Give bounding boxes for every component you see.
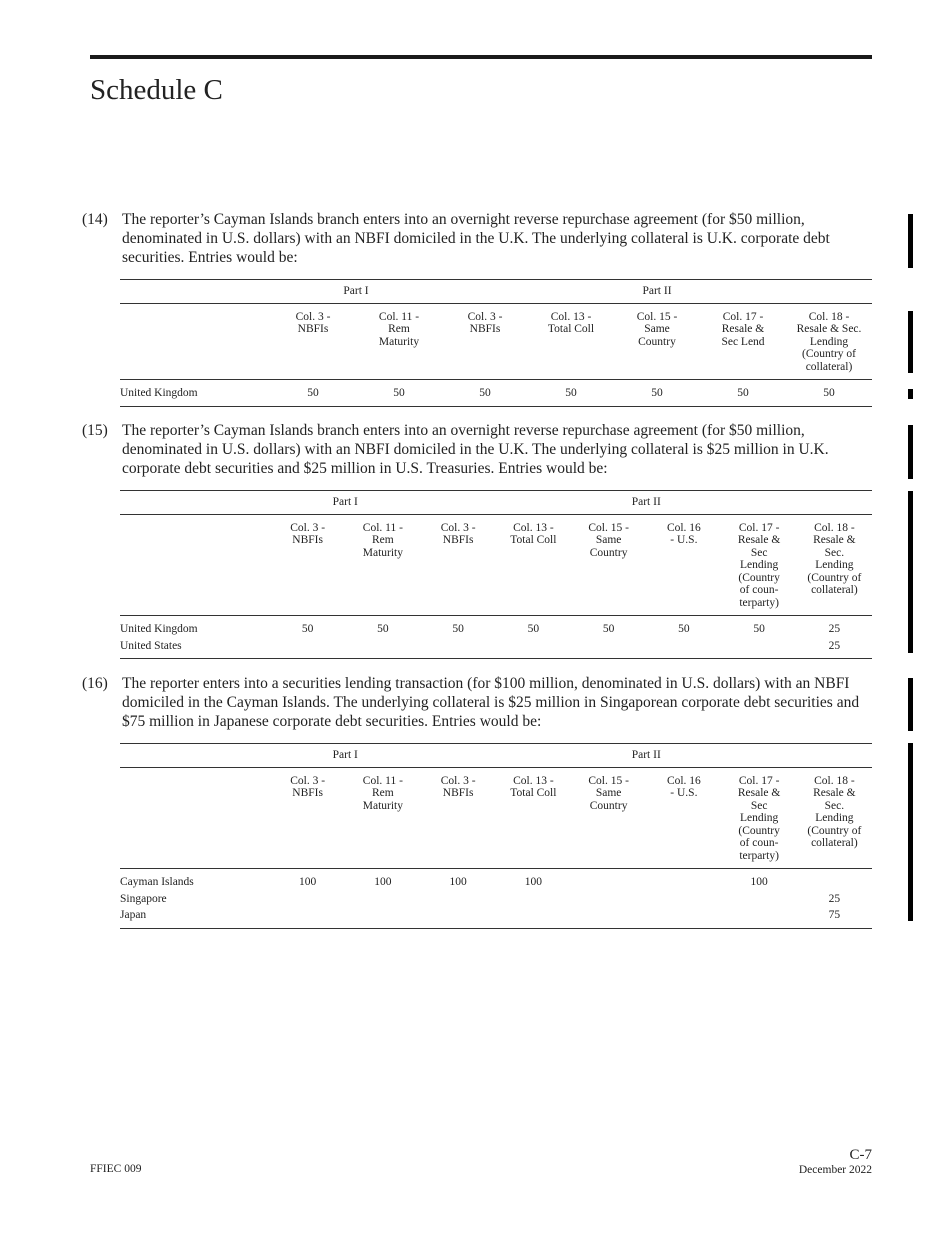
value-cell: 100: [524, 876, 542, 888]
column-header: Col. 18 - Resale & Sec. Lending (Country of collateral): [797, 514, 872, 616]
value-cell: [571, 638, 646, 659]
column-header-row: [120, 514, 872, 616]
example-number: (14): [82, 211, 108, 228]
country-cell: Singapore: [120, 892, 167, 905]
example-text: The reporter’s Cayman Islands branch enters into an overnight reverse repurchase agreement (for $50 million, denominated in U.S. dollars) with an NBFI domiciled in the U.K. The underlying collateral is U.K. corporate debt securities. Entries would be:: [122, 211, 830, 266]
column-header: Col. 13 - Total Coll: [528, 303, 614, 380]
revision-date: December 2022: [798, 1164, 872, 1176]
value-cell: [270, 891, 345, 908]
example-14: [82, 210, 872, 407]
column-header: Col. 15 - Same Country: [571, 514, 646, 616]
column-header-row: [120, 767, 872, 869]
column-header: Col. 18 - Resale & Sec. Lending (Country of collateral): [797, 767, 872, 869]
value-cell: 50: [614, 380, 700, 407]
value-cell: 50: [602, 623, 615, 635]
example-15: [82, 421, 872, 659]
country-cell: United Kingdom: [120, 623, 198, 635]
column-header-row: [120, 303, 872, 380]
value-cell: [797, 869, 872, 891]
column-header: Col. 13 - Total Coll: [496, 767, 571, 869]
example-number: (15): [82, 422, 108, 439]
country-cell: United Kingdom: [120, 380, 270, 407]
footer-right: [799, 1147, 872, 1176]
part-2-header: Part II: [421, 491, 873, 515]
change-bar: [908, 425, 913, 479]
table-row: [120, 616, 872, 638]
change-bar: [908, 678, 913, 731]
value-cell: 50: [356, 380, 442, 407]
example-16: [82, 674, 872, 929]
country-cell: Japan: [120, 907, 270, 928]
value-cell: [722, 907, 797, 928]
value-cell: 50: [527, 623, 540, 635]
value-cell: [345, 891, 420, 908]
part-2-header: Part II: [442, 280, 872, 304]
value-cell: 25: [828, 892, 841, 905]
country-cell: Cayman Islands: [120, 876, 194, 888]
column-header: Col. 13 - Total Coll: [496, 514, 571, 616]
value-cell: 50: [270, 380, 356, 407]
column-header: Col. 3 - NBFIs: [421, 514, 496, 616]
value-cell: 50: [442, 380, 528, 407]
change-bar: [908, 389, 913, 399]
column-header: Col. 3 - NBFIs: [270, 514, 345, 616]
value-cell: [646, 907, 721, 928]
column-header: Col. 11 - Rem Maturity: [345, 767, 420, 869]
page-title: Schedule C: [90, 74, 223, 106]
value-cell: 100: [750, 876, 768, 888]
value-cell: 75: [797, 907, 872, 928]
value-cell: 100: [299, 876, 317, 888]
entries-table: [120, 279, 872, 407]
page-number: C-7: [849, 1147, 872, 1163]
top-rule: [90, 55, 872, 59]
value-cell: 50: [377, 623, 389, 635]
part-1-header: Part I: [270, 491, 421, 515]
column-header: Col. 15 - Same Country: [571, 767, 646, 869]
value-cell: [270, 907, 345, 928]
value-cell: 50: [700, 380, 786, 407]
value-cell: [722, 638, 797, 659]
value-cell: 25: [828, 623, 841, 635]
change-bar: [908, 311, 913, 373]
change-bar: [908, 214, 913, 268]
value-cell: 50: [786, 380, 872, 407]
country-cell: United States: [120, 638, 270, 659]
value-cell: 100: [374, 876, 392, 888]
value-cell: [646, 869, 721, 891]
value-cell: 50: [753, 623, 765, 635]
part-1-header: Part I: [270, 280, 442, 304]
column-header: Col. 15 - Same Country: [614, 303, 700, 380]
value-cell: [421, 891, 496, 908]
value-cell: [646, 891, 721, 908]
column-header: Col. 3 - NBFIs: [442, 303, 528, 380]
example-text: The reporter’s Cayman Islands branch enters into an overnight reverse repurchase agreement (for $50 million, denominated in U.S. dollars) with an NBFI domiciled in the U.K. The underlying collateral is $25 million in U.K. corporate debt securities and $25 million in U.S. Treasuries. Entries would be:: [122, 422, 829, 477]
table-row: [120, 380, 872, 407]
table-row: [120, 907, 872, 928]
value-cell: 50: [452, 623, 464, 635]
value-cell: 100: [449, 876, 467, 888]
value-cell: 50: [528, 380, 614, 407]
value-cell: [646, 638, 721, 659]
column-header: Col. 16 - U.S.: [646, 514, 721, 616]
column-header: Col. 17 - Resale & Sec Lending (Country of coun- terparty): [722, 514, 797, 616]
column-header: Col. 18 - Resale & Sec. Lending (Country of collateral): [786, 303, 872, 380]
value-cell: [345, 907, 420, 928]
value-cell: [270, 638, 345, 659]
value-cell: [571, 891, 646, 908]
column-header: Col. 3 - NBFIs: [421, 767, 496, 869]
column-header: Col. 3 - NBFIs: [270, 303, 356, 380]
change-bar: [908, 491, 913, 653]
table-row: [120, 891, 872, 908]
value-cell: 50: [678, 623, 690, 635]
entries-table: [120, 743, 872, 929]
column-header: Col. 3 - NBFIs: [270, 767, 345, 869]
change-bar: [908, 743, 913, 921]
column-header: Col. 11 - Rem Maturity: [356, 303, 442, 380]
value-cell: [571, 869, 646, 891]
example-number: (16): [82, 675, 108, 692]
form-id: FFIEC 009: [90, 1163, 142, 1175]
value-cell: [421, 638, 496, 659]
part-1-header: Part I: [270, 744, 421, 768]
value-cell: [496, 907, 571, 928]
column-header: Col. 16 - U.S.: [646, 767, 721, 869]
value-cell: 50: [301, 623, 314, 635]
entries-table: [120, 490, 872, 659]
column-header: Col. 11 - Rem Maturity: [345, 514, 420, 616]
table-row: [120, 638, 872, 659]
value-cell: [496, 638, 571, 659]
value-cell: [345, 638, 420, 659]
column-header: Col. 17 - Resale & Sec Lend: [700, 303, 786, 380]
value-cell: [722, 891, 797, 908]
value-cell: [571, 907, 646, 928]
value-cell: [496, 891, 571, 908]
part-2-header: Part II: [421, 744, 873, 768]
table-row: [120, 869, 872, 891]
example-text: The reporter enters into a securities lending transaction (for $100 million, denominated in U.S. dollars) with an NBFI domiciled in the Cayman Islands. The underlying collateral is $25 million in Singaporean corporate debt securities and $75 million in Japanese corporate debt securities. Entries would be:: [122, 675, 860, 730]
value-cell: [421, 907, 496, 928]
value-cell: 25: [797, 638, 872, 659]
column-header: Col. 17 - Resale & Sec Lending (Country of coun- terparty): [722, 767, 797, 869]
